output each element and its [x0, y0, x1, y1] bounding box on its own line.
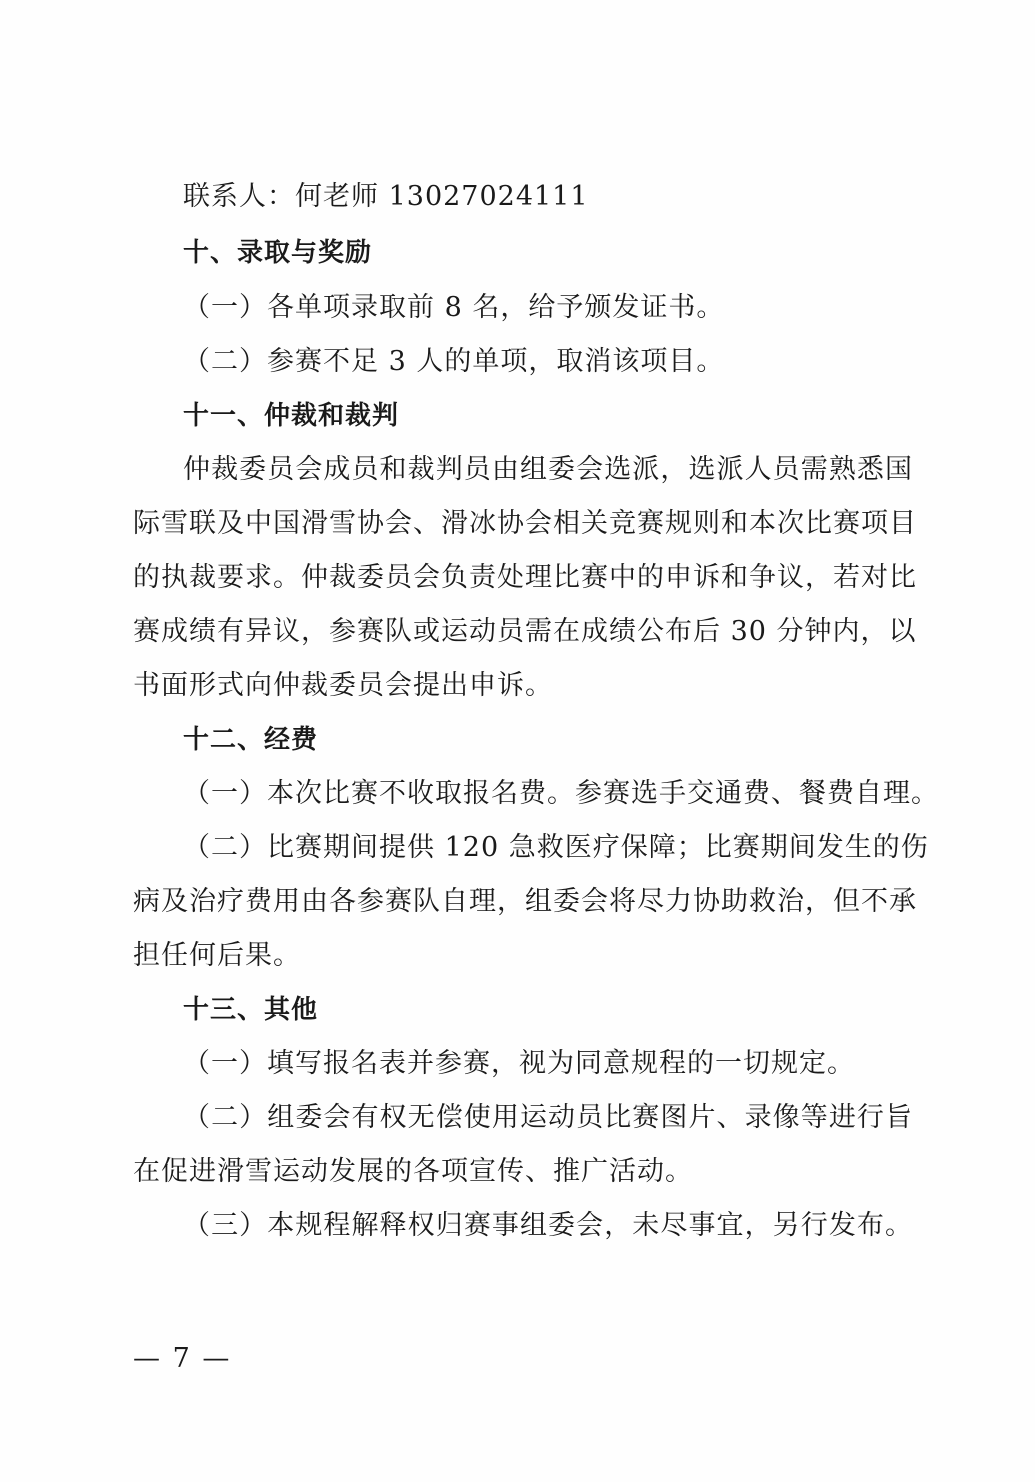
- section13-line-2: （二）组委会有权无偿使用运动员比赛图片、录像等进行旨: [183, 1102, 913, 1133]
- section12-line-2: （二）比赛期间提供 120 急救医疗保障；比赛期间发生的伤: [183, 832, 929, 863]
- section12-line-3: 病及治疗费用由各参赛队自理，组委会将尽力协助救治，但不承: [133, 886, 917, 917]
- section-heading-11: 十一、仲裁和裁判: [183, 401, 400, 431]
- section13-line-4: （三）本规程解释权归赛事组委会，未尽事宜，另行发布。: [183, 1210, 913, 1241]
- section12-line-4: 担任何后果。: [133, 940, 301, 971]
- section10-item-2: （二）参赛不足 3 人的单项，取消该项目。: [183, 346, 725, 377]
- section12-line-1: （一）本次比赛不收取报名费。参赛选手交通费、餐费自理。: [183, 778, 939, 809]
- section11-line-2: 际雪联及中国滑雪协会、滑冰协会相关竞赛规则和本次比赛项目: [133, 508, 917, 539]
- section-heading-13: 十三、其他: [183, 995, 319, 1025]
- contact-line: 联系人：何老师 13027024111: [183, 181, 589, 212]
- section11-line-5: 书面形式向仲裁委员会提出申诉。: [133, 670, 553, 701]
- section13-line-3: 在促进滑雪运动发展的各项宣传、推广活动。: [133, 1156, 693, 1187]
- section-heading-10: 十、录取与奖励: [183, 238, 373, 268]
- section13-line-1: （一）填写报名表并参赛，视为同意规程的一切规定。: [183, 1048, 855, 1079]
- section11-line-3: 的执裁要求。仲裁委员会负责处理比赛中的申诉和争议，若对比: [133, 562, 917, 593]
- section10-item-1: （一）各单项录取前 8 名，给予颁发证书。: [183, 292, 725, 323]
- section11-line-4: 赛成绩有异议，参赛队或运动员需在成绩公布后 30 分钟内，以: [133, 616, 917, 647]
- section11-line-1: 仲裁委员会成员和裁判员由组委会选派，选派人员需熟悉国: [183, 454, 913, 485]
- section-heading-12: 十二、经费: [183, 725, 319, 755]
- page-number: — 7 —: [133, 1343, 232, 1374]
